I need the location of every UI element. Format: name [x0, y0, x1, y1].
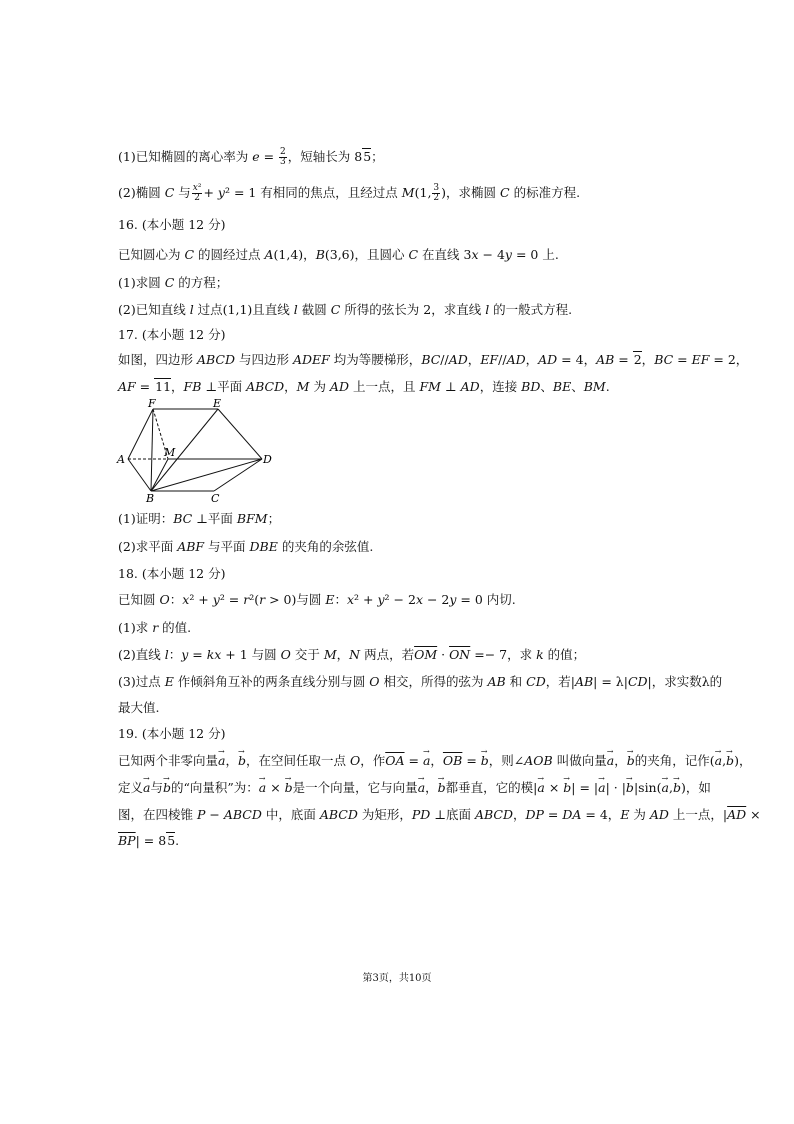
- q17-stem-1: 如图，四边形 ABCD 与四边形 ADEF 均为等腰梯形，BC//AD，EF//AD，AD = 4，AB = 2，BC = EF = 2，: [118, 352, 749, 367]
- q16-part2: (2)已知直线 l 过点(1,1)且直线 l 截圆 C 所得的弦长为 2，求直线 l 的一般式方程.: [118, 302, 573, 317]
- label-M: M: [164, 446, 176, 459]
- q17-stem-2: AF = 11，FB ⊥平面 ABCD，M 为 AD 上一点，且 FM ⊥ AD，连接 BD、BE、BM.: [118, 379, 610, 394]
- label-E: E: [213, 397, 222, 410]
- q17-title: 17. (本小题 12 分): [118, 327, 226, 342]
- q18-part2: (2)直线 l：y = kx + 1 与圆 O 交于 M，N 两点，若$\overline{OM} \cdot \overline{ON} =- 7$，求 k 的值；: [118, 647, 586, 662]
- edge-AF: [128, 409, 153, 459]
- q17-part1: (1)证明：BC ⊥平面 BFM；: [118, 511, 281, 526]
- q18-part1: (1)求 r 的值.: [118, 620, 192, 635]
- edge-FB: [151, 409, 153, 491]
- q19-stem-4: $\overline{BP}| = 85$.: [118, 833, 180, 848]
- label-D: D: [263, 453, 272, 466]
- q17-figure: [112, 396, 282, 506]
- q18-title: 18. (本小题 12 分): [118, 566, 226, 581]
- q15-part2: (2)椭圆 C 与 $\frac{\text{x²}}{2}$ + y² = 1 有相同的焦点，且经过点 M(1, $\frac{3}{2}$ )，求椭圆 C 的标准方程.: [118, 183, 581, 203]
- label-B: B: [146, 492, 155, 505]
- q16-title: 16. (本小题 12 分): [118, 217, 226, 232]
- edge-BD: [151, 459, 262, 491]
- label-F: F: [148, 397, 156, 410]
- edge-BE: [151, 409, 218, 491]
- q15-part1: (1)已知椭圆的离心率为 e = $\frac{2}{3}$ ，短轴长为 85；: [118, 147, 384, 167]
- page-footer: 第3页，共10页: [362, 973, 432, 984]
- q18-part3-b: 最大值.: [118, 700, 160, 715]
- q16-stem: 已知圆心为 C 的圆经过点 A(1,4)，B(3,6)，且圆心 C 在直线 3x − 4y = 0 上.: [118, 247, 559, 262]
- q19-title: 19. (本小题 12 分): [118, 726, 226, 741]
- edge-ED: [218, 409, 262, 459]
- label-C: C: [211, 492, 220, 505]
- label-A: A: [117, 453, 125, 466]
- edge-CD: [214, 459, 262, 491]
- q17-part2: (2)求平面 ABF 与平面 DBE 的夹角的余弦值.: [118, 539, 374, 554]
- q19-stem-2: 定义→ a与→ b的“向量积”为：→ a × → b是一个向量，它与向量→ a，→ b都垂直，它的模|→ a × → b| = |→ a| · |→ b|sin(→ a,→ b)，如: [118, 779, 711, 797]
- q19-stem-1: 已知两个非零向量→ a，→ b，在空间任取一点 O，作$\overline{OA}$ = → a，$\overline{OB}$ = → b，则∠AOB 叫做向量→ a，→ b的夹角，记作(→ a,→ b)，: [118, 752, 751, 770]
- q19-stem-3: 图，在四棱锥 P − ABCD 中，底面 ABCD 为矩形，PD ⊥底面 ABCD，DP = DA = 4，E 为 AD 上一点，$|\overline{AD}$ ×: [118, 807, 761, 822]
- q18-part3-a: (3)过点 E 作倾斜角互补的两条直线分别与圆 O 相交，所得的弦为 AB 和 CD，若|AB| = λ|CD|，求实数λ的: [118, 674, 723, 689]
- q18-stem: 已知圆 O：x² + y² = r²(r > 0)与圆 E：x² + y² − 2x − 2y = 0 内切.: [118, 592, 516, 607]
- edge-AB: [128, 459, 151, 491]
- q16-part1: (1)求圆 C 的方程；: [118, 275, 229, 290]
- edge-BM: [151, 459, 168, 491]
